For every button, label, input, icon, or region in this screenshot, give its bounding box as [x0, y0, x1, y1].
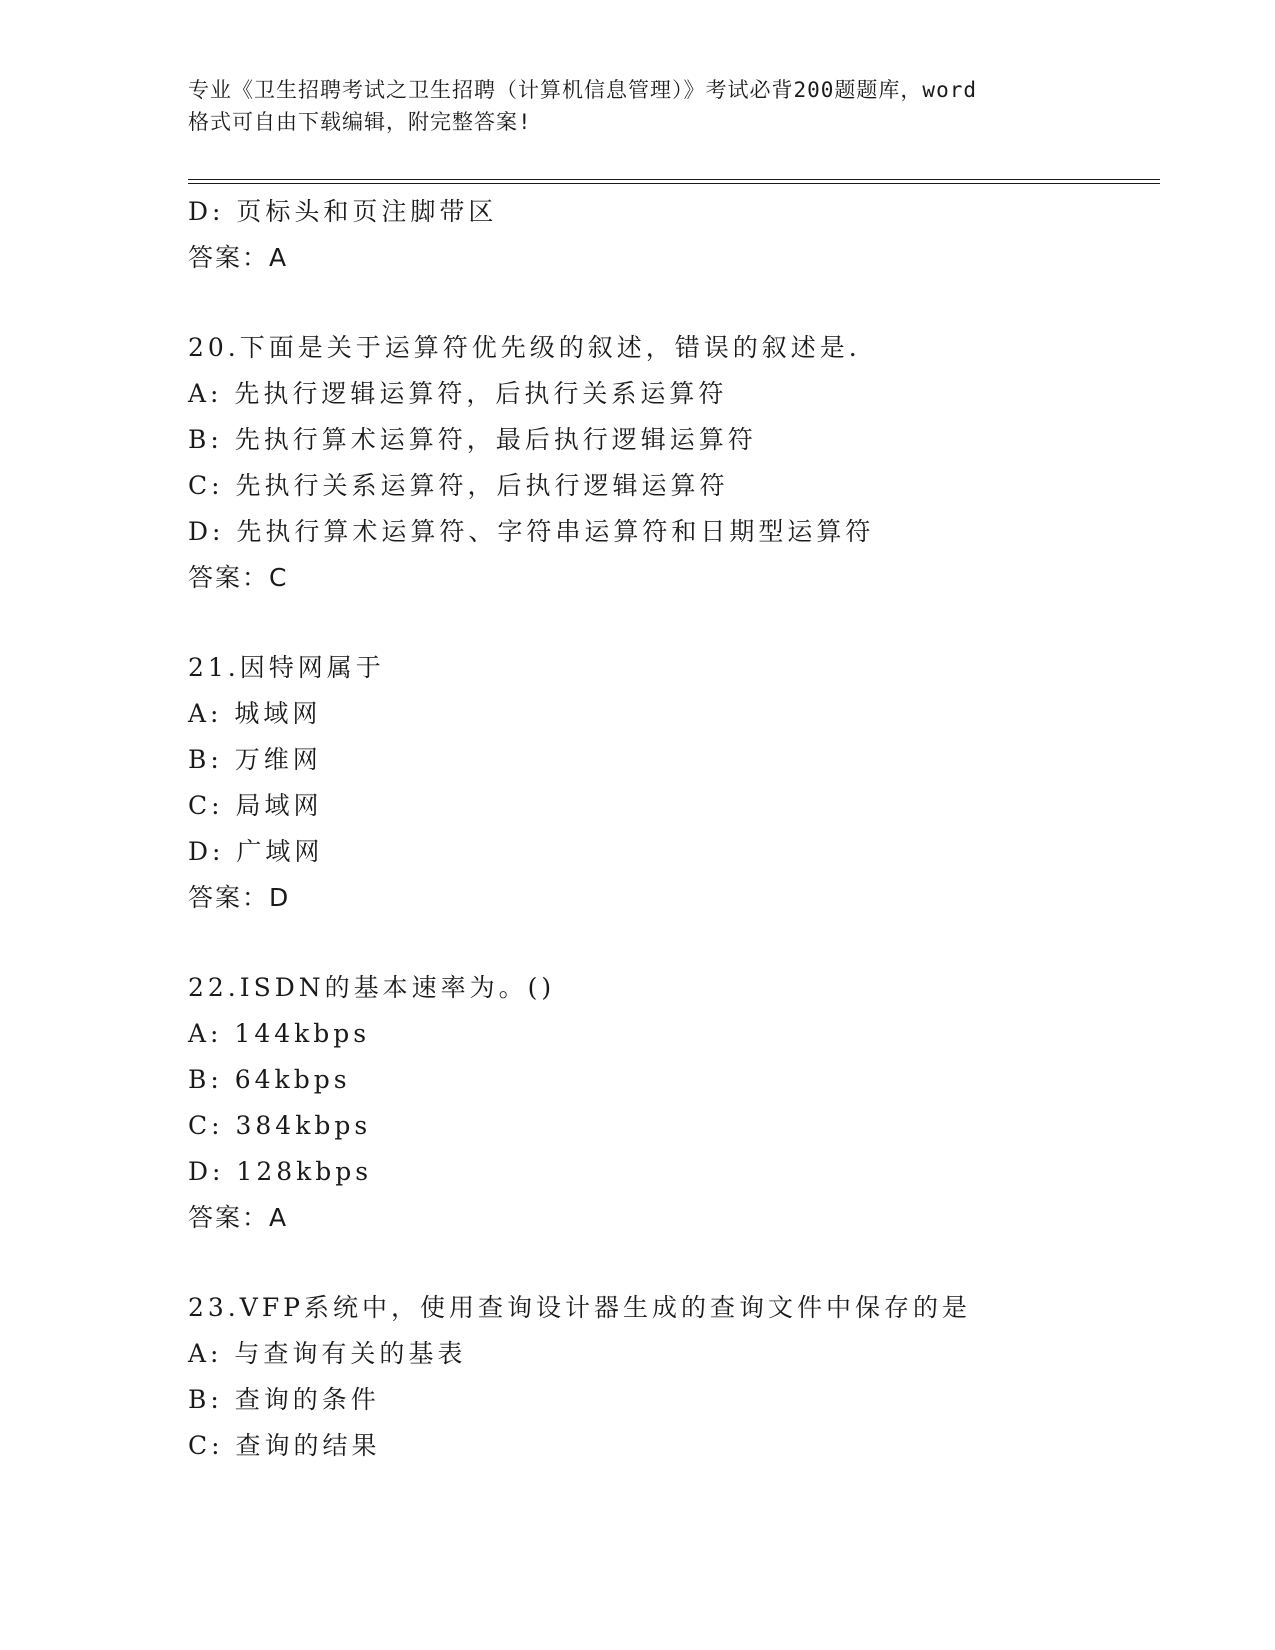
option-a: A: 144kbps — [188, 1019, 371, 1048]
option-d: D: 页标头和页注脚带区 — [188, 197, 498, 226]
option-b: B: 64kbps — [188, 1065, 351, 1094]
option-c: C: 局域网 — [188, 791, 323, 820]
option-b: B: 查询的条件 — [188, 1385, 380, 1414]
option-c: C: 384kbps — [188, 1111, 372, 1140]
option-d: D: 128kbps — [188, 1157, 373, 1186]
answer-line: 答案：A — [188, 243, 289, 272]
option-c: C: 先执行关系运算符，后执行逻辑运算符 — [188, 471, 729, 500]
question-stem: 20.下面是关于运算符优先级的叙述，错误的叙述是. — [188, 333, 861, 362]
header-line-2: 格式可自由下载编辑，附完整答案! — [188, 110, 532, 134]
answer-line: 答案：A — [188, 1203, 289, 1232]
question-stem: 23.VFP系统中，使用查询设计器生成的查询文件中保存的是 — [188, 1293, 971, 1322]
answer-line: 答案：C — [188, 563, 289, 592]
spacer — [188, 1241, 1168, 1285]
option-d: D: 先执行算术运算符、字符串运算符和日期型运算符 — [188, 517, 875, 546]
header-divider-bottom — [188, 183, 1160, 184]
question-stem: 21.因特网属于 — [188, 653, 385, 682]
option-a: A: 城域网 — [188, 699, 322, 728]
option-b: B: 先执行算术运算符，最后执行逻辑运算符 — [188, 425, 757, 454]
question-list — [188, 189, 1168, 1469]
spacer — [188, 921, 1168, 965]
option-c: C: 查询的结果 — [188, 1431, 381, 1460]
spacer — [188, 281, 1168, 325]
spacer — [188, 601, 1168, 645]
question-stem: 22.ISDN的基本速率为。() — [188, 973, 556, 1002]
question-23 — [188, 1285, 1168, 1469]
option-d: D: 广域网 — [188, 837, 324, 866]
header-divider-top — [188, 179, 1160, 180]
header-line-1: 专业《卫生招聘考试之卫生招聘（计算机信息管理）》考试必背200题题库，word — [188, 78, 977, 102]
question-21 — [188, 645, 1168, 921]
question-fragment — [188, 189, 1168, 281]
question-20 — [188, 325, 1168, 601]
option-a: A: 与查询有关的基表 — [188, 1339, 467, 1368]
option-b: B: 万维网 — [188, 745, 322, 774]
document-header — [188, 74, 1088, 138]
answer-line: 答案：D — [188, 883, 291, 912]
option-a: A: 先执行逻辑运算符，后执行关系运算符 — [188, 379, 728, 408]
question-22 — [188, 965, 1168, 1241]
